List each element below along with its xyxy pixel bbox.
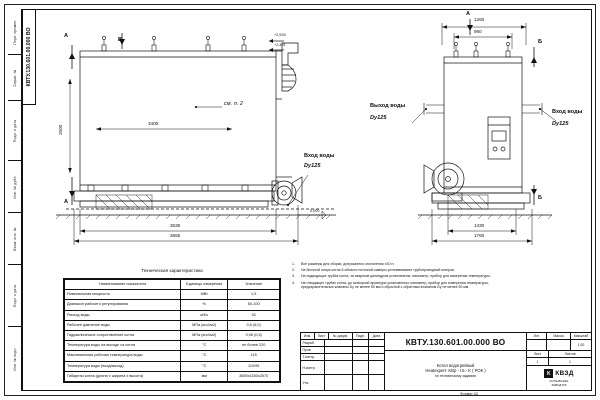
tb-role-0-name (325, 340, 353, 347)
spec-cell-unit: МПа (кгс/см2) (181, 320, 228, 330)
spec-header-2: Значение (228, 280, 280, 290)
inlet-label-right: Вход воды (552, 109, 583, 115)
tb-role-4: Утв. (301, 375, 325, 390)
spec-cell-unit: мм (181, 371, 228, 381)
tb-role-1: Пров. (301, 347, 325, 354)
dim-bottom-2: 1760 (474, 233, 485, 238)
stamp-cell-2: Подп. и дата (8, 101, 22, 161)
spec-cell-name: Расход воды (65, 310, 181, 320)
spec-cell-name: Гидравлическое сопротивление котла (65, 331, 181, 341)
dim-base-2: 3655 (170, 233, 181, 238)
tb-role-2-sign (353, 354, 369, 361)
tb-col-izm: Изм. (301, 333, 315, 340)
section-label-a-right: А (466, 11, 471, 17)
product-sub-note: по техническому заданию (435, 373, 476, 378)
tb-role-1-date (369, 347, 385, 354)
table-row (65, 341, 280, 351)
dim-width-outer: 1260 (474, 17, 485, 22)
product-name-ru: Котел водогрейный (436, 363, 475, 369)
dim-bottom-1: 1430 (474, 223, 485, 228)
section-label-a-left: А (64, 33, 69, 39)
tb-role-2: Т.контр. (301, 354, 325, 361)
dim-length-inner: 3400 (148, 121, 159, 126)
tb-col-data: Дата (369, 333, 385, 340)
spec-cell-unit: °С (181, 341, 228, 351)
tb-role-0-sign (353, 340, 369, 347)
product-name-de: Heatexpert- KBp - l.5.- K ( РОК ) (425, 368, 486, 374)
spec-cell-name: Номинальная мощность (65, 290, 181, 300)
spec-cell-name: Габариты котла (длина х ширина х высота) (65, 371, 181, 381)
spec-cell-unit: °С (181, 361, 228, 371)
tb-role-3-date (369, 361, 385, 375)
note-item: 3. На подводящих трубах котла, за сварным цилиндром установлены: манометр, прибор для измерения температуры. (292, 274, 491, 279)
spec-cell-unit: °С (181, 351, 228, 361)
stamp-cell-0: Перв. примен. (8, 9, 22, 55)
company-logo (544, 369, 573, 378)
elevation-top-1: +2,539 (274, 33, 286, 37)
tb-role-4-name (325, 375, 353, 390)
spec-cell-value: 50-100 (228, 300, 280, 310)
drawing-code: КВТУ.130.601.00.000 ВО (385, 333, 527, 351)
spec-cell-name: Температура воды (вход/выход) (65, 361, 181, 371)
elevation-top-2: +2,491 (274, 43, 286, 47)
spec-cell-name: Максимальная рабочая температура воды (65, 351, 181, 361)
note-item: 4. На отводящих трубах котла, до затворной арматуры установлены: манометр, прибор для измерения температуры, предохранительные клапаны Dу не менее 50 мм и сбросной с обратным клапаном Dу не менее 50 мм. (292, 281, 514, 290)
stamp-cell-4: Взам. инв. № (8, 213, 22, 265)
spec-header-0: Наименование показателя (65, 280, 181, 290)
company-sub-1: КОТЕЛЬНЫЕ (549, 379, 569, 383)
note-text: На отводящих трубах котла, до затворной арматуры установлены: манометр, прибор для измерения температуры, предохранительные клапаны Dу не менее 50 мм и сбросной с обратным клапаном Dу не менее 50 мм. (301, 280, 489, 290)
tb-lit-label: Лит. (527, 333, 547, 340)
spec-cell-name: Температура воды на выходе из котла (65, 341, 181, 351)
spec-header-row (65, 280, 280, 290)
section-label-b-top: Б (538, 39, 543, 45)
spec-cell-unit: м3/ч (181, 310, 228, 320)
note-text: На подводящих трубах котла, за сварным цилиндром установлены: манометр, прибор для измерения температуры. (301, 274, 491, 279)
stamp-cell-5: Подп. и дата (8, 265, 22, 327)
tb-role-0-date (369, 340, 385, 347)
sheet-format-note: Формат А3 (460, 392, 479, 396)
spec-cell-value: не более 220 (228, 341, 280, 351)
spec-cell-value: 115 (228, 351, 280, 361)
tb-mass-value (547, 340, 571, 351)
section-label-b-bottom: Б (538, 195, 543, 201)
dim-width-inner: 960 (474, 29, 482, 34)
tb-role-4-sign (353, 375, 369, 390)
tb-col-list: Лист (315, 333, 329, 340)
company-name: КВЗД (555, 370, 574, 377)
spec-table (63, 278, 281, 383)
tb-list-label: Лист (527, 351, 549, 358)
table-row (65, 331, 280, 341)
company-logo-cell (527, 366, 591, 390)
note-reference-label: см. п. 2 (224, 101, 244, 107)
notes-list (292, 262, 514, 292)
spec-cell-value: 1,5 (228, 290, 280, 300)
tb-col-podp: Подп. (353, 333, 369, 340)
spec-cell-unit: МПа (кгс/см2) (181, 331, 228, 341)
spec-cell-name: Рабочее давление воды (65, 320, 181, 330)
inlet-dn-left: Dy125 (304, 163, 321, 169)
section-label-a-left-bottom: А (64, 199, 69, 205)
table-row (65, 290, 280, 300)
spec-cell-value: 0,6 (6,0) (228, 320, 280, 330)
product-name-cell (385, 351, 527, 390)
spec-cell-value: 3655х1530х2570 (228, 371, 280, 381)
company-sub-2: ЗАВОД РФ (551, 383, 567, 387)
tb-role-3: Н.контр. (301, 361, 325, 375)
table-row (65, 371, 280, 381)
tb-lit-value (527, 340, 547, 351)
dim-height: 2500 (58, 124, 63, 135)
spec-table-title: Техническая характеристика (141, 268, 203, 273)
table-row (65, 320, 280, 330)
tb-scale-value: 1:20 (571, 340, 591, 351)
section-label-v: В (118, 37, 123, 43)
title-block (300, 332, 592, 391)
inlet-label-left: Вход воды (304, 153, 335, 159)
note-item: 2. На блочной опоре котла 8 области поточной камеры устанавливают трубопроводный шнеров. (292, 268, 455, 273)
table-row (65, 300, 280, 310)
outlet-label-right: Выход воды (370, 103, 406, 109)
spec-cell-unit: % (181, 300, 228, 310)
spec-cell-unit: МВт (181, 290, 228, 300)
tb-scale-label: Масштаб (571, 333, 591, 340)
spec-cell-value: 0,06 (0,6) (228, 331, 280, 341)
note-text: На блочной опоре котла 8 области поточной камеры устанавливают трубопроводный шнеров. (301, 268, 455, 273)
note-item: 1. Все размеры для сборки, допускаются отклонения ±30 гг. (292, 262, 395, 266)
spec-cell-name: Диапазон рабочего регулирования (65, 300, 181, 310)
spec-cell-value: 110/95 (228, 361, 280, 371)
tb-role-0: Разраб. (301, 340, 325, 347)
left-stamp-column (8, 9, 22, 391)
inlet-dn-right: Dy125 (552, 121, 569, 127)
dim-base-1: 3535 (170, 223, 181, 228)
stamp-cell-3: Инв. № дубл. (8, 161, 22, 213)
table-row (65, 351, 280, 361)
tb-role-2-date (369, 354, 385, 361)
stamp-cell-6: Инв. № подл. (13, 347, 17, 371)
tb-lists-label: Листов (549, 351, 591, 358)
tb-lists-value: 1 (549, 358, 591, 366)
tb-role-3-sign (353, 361, 369, 375)
drawing-id-text: КВТУ.130.601.00.000 ВО (25, 26, 32, 87)
tb-role-1-sign (353, 347, 369, 354)
outlet-dn-right: Dy125 (370, 115, 387, 121)
tb-mass-label: Масса (547, 333, 571, 340)
tb-role-1-name (325, 347, 353, 354)
tb-role-2-name (325, 354, 353, 361)
note-text: Все размеры для сборки, допускаются отклонения ±30 гг. (301, 262, 395, 266)
tb-role-3-name (325, 361, 353, 375)
table-row (65, 310, 280, 320)
logo-mark-icon: K (544, 369, 553, 378)
elevation-zero: 0,000 (310, 209, 320, 213)
drawing-id-stamp (22, 9, 36, 105)
stamp-cell-1: Справ. № (8, 55, 22, 101)
spec-header-1: Единицы измерения (181, 280, 228, 290)
tb-role-4-date (369, 375, 385, 390)
table-row (65, 361, 280, 371)
tb-col-docnum: № докум. (329, 333, 353, 340)
spec-cell-value: 52 (228, 310, 280, 320)
tb-list-value: 1 (527, 358, 549, 366)
